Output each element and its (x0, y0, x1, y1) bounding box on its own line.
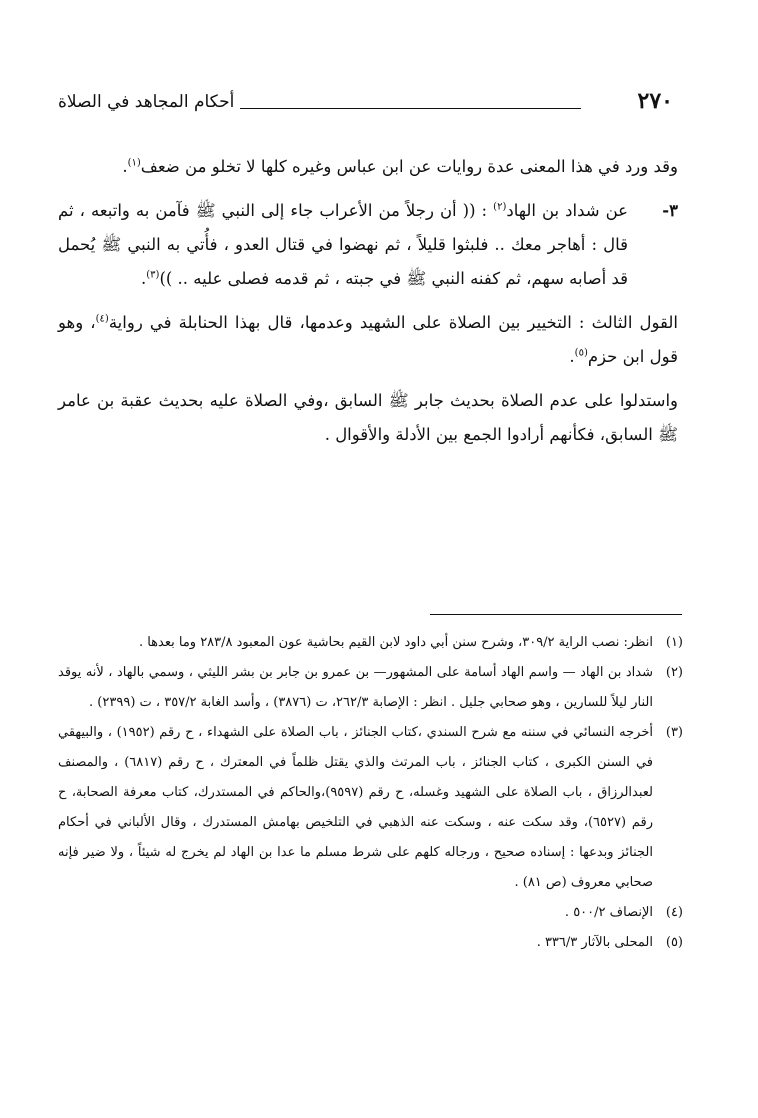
evidence-paragraph: واستدلوا على عدم الصلاة بحديث جابر ﷺ السابق ،وفي الصلاة عليه بحديث عقبة بن عامر ﷺ السابق، فكأنهم أرادوا الجمع بين الأدلة والأقوال . (58, 391, 678, 444)
footnote-ref-3: (٣) (146, 269, 160, 281)
footnote-text: أخرجه النسائي في سننه مع شرح السندي ،كتاب الجنائز ، باب الصلاة على الشهداء ، ح رقم (١٩٥٢) ، والبيهقي في السنن الكبرى ، كتاب الجنائز ، باب المرتث والذي يقتل ظلماً في المعترك ، ح رقم (٦٨١٧) ، والمصنف لعبدالرزاق ، باب الصلاة على الشهيد وغسله، ح رقم (٩٥٩٧)،والحاكم في المستدرك، كتاب معرفة الصحابة، ح رقم (٦٥٢٧)، وقد سكت عنه ، وسكت عنه الذهبي في التلخيص بهامش المستدرك ، وقال الألباني في أحكام الجنائز وبدعها : إسناده صحيح ، ورجاله كلهم على شرط مسلم ما عدا بن الهاد لم يخرج له شيئاً ، ولا ضير فإنه صحابي معروف (ص ٨١) . (58, 725, 653, 890)
third-opinion-text: القول الثالث : التخيير بين الصلاة على الشهيد وعدمها، قال بهذا الحنابلة في رواية (108, 313, 678, 332)
item-end: . (141, 269, 147, 288)
footnote (58, 898, 683, 928)
item-number: ٣- (662, 201, 678, 220)
footnote (58, 928, 683, 958)
footnote-text: شداد بن الهاد — واسم الهاد أسامة على المشهور— بن عمرو بن جابر بن بشر الليثي ، وسمي بالهاد ، لأنه يوقد النار ليلاً للسارين ، وهو صحابي جليل . انظر : الإصابة ٢٦٢/٣، ت (٣٨٧٦) ، وأسد الغابة ٣٥٧/٢ ، ت (٢٣٩٩) . (58, 665, 653, 710)
footnote-number: (١) (665, 635, 683, 650)
footnote-number: (٥) (665, 935, 683, 950)
footnotes (58, 628, 683, 958)
footnote-ref-2: (٢) (493, 201, 507, 213)
third-opinion-paragraph (58, 306, 678, 374)
item-3 (58, 194, 678, 296)
intro-paragraph (58, 150, 678, 184)
footnote-text: المحلى بالآثار ٣٣٦/٣ . (536, 935, 653, 950)
main-text (58, 150, 678, 462)
intro-end: . (122, 157, 128, 176)
page-header (58, 82, 673, 126)
header-rule (240, 108, 581, 109)
third-opinion-cont: ، وهو قول ابن حزم (58, 313, 678, 366)
footnote-number: (٣) (665, 725, 683, 740)
hadith-text: : (( أن رجلاً من الأعراب جاء إلى النبي ﷺ فآمن به واتبعه ، ثم قال : أهاجر معك .. فلبثوا قليلاً ، ثم نهضوا في قتال العدو ، فأُتي به النبي ﷺ يُحمل قد أصابه سهم، ثم كفنه النبي ﷺ في جبته ، ثم قدمه فصلى عليه .. )) (58, 201, 628, 288)
third-opinion-end: . (569, 347, 575, 366)
footnote (58, 718, 683, 898)
footnote-ref-5: (٥) (574, 347, 588, 359)
footnote (58, 628, 683, 658)
footnote-separator (430, 614, 682, 615)
footnote-ref-1: (١) (127, 157, 141, 169)
footnote-text: انظر: نصب الراية ٣٠٩/٢، وشرح سنن أبي داود لابن القيم بحاشية عون المعبود ٢٨٣/٨ وما بعدها . (138, 635, 653, 650)
footnote-number: (٤) (665, 905, 683, 920)
footnote-text: الإنصاف ٥٠٠/٢ . (564, 905, 653, 920)
intro-text: وقد ورد في هذا المعنى عدة روايات عن ابن عباس وغيره كلها لا تخلو من ضعف (140, 157, 678, 176)
item-lead: عن شداد بن الهاد (506, 201, 628, 220)
footnote-number: (٢) (665, 665, 683, 680)
running-title: أحكام المجاهد في الصلاة (58, 92, 235, 112)
page-number: ٢٧٠ (637, 88, 673, 114)
footnote (58, 658, 683, 718)
footnote-ref-4: (٤) (95, 313, 109, 325)
